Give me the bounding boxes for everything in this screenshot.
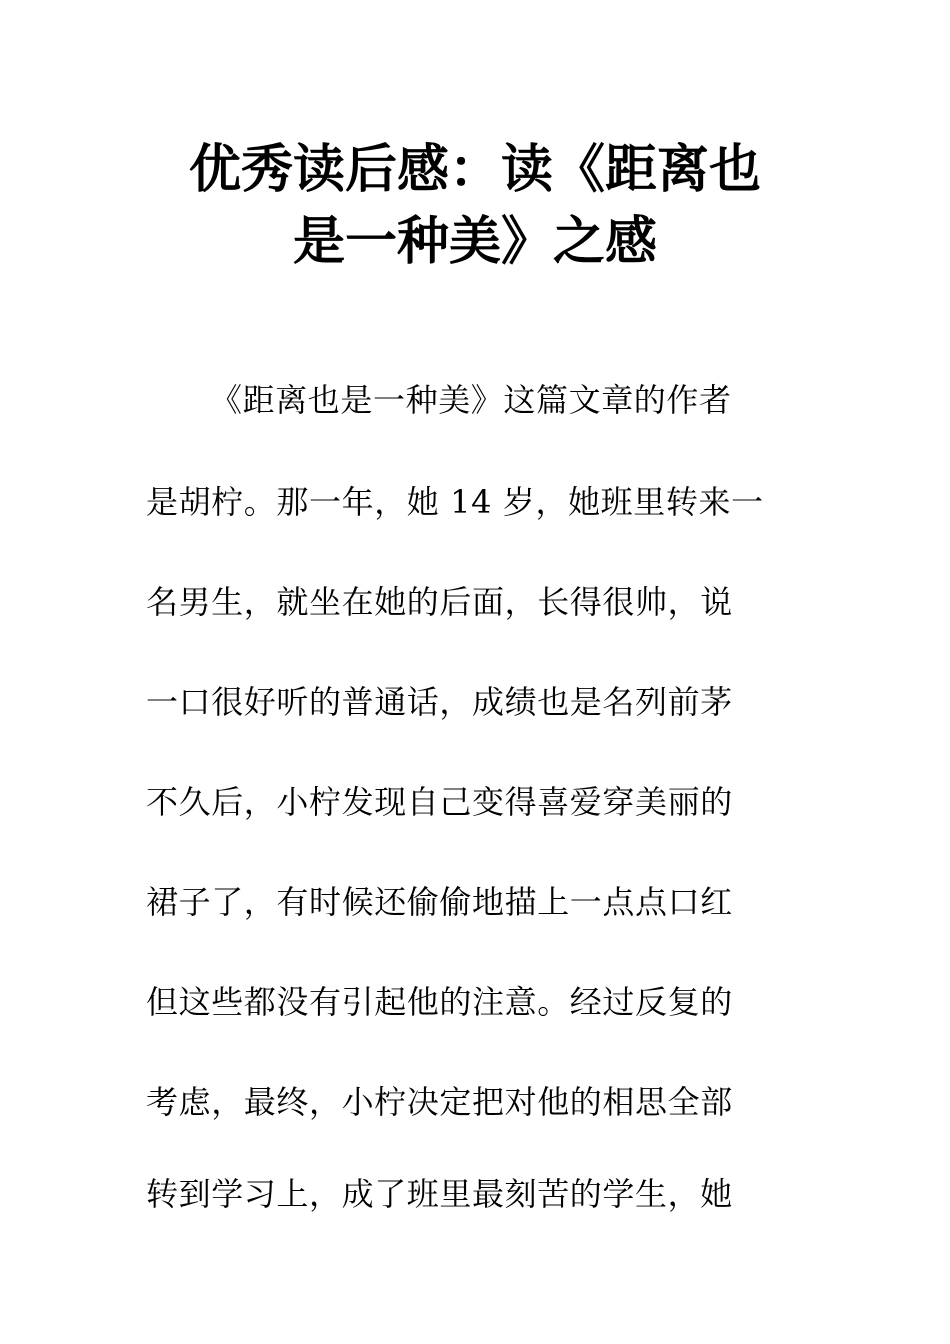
- paragraph-line-7: 但这些都没有引起他的注意。经过反复的: [146, 983, 733, 1021]
- paragraph-line-8: 考虑，最终，小柠决定把对他的相思全部: [146, 1083, 733, 1121]
- document-title-line-1: 优秀读后感：读《距离也: [188, 140, 761, 200]
- paragraph-line-1: 《距离也是一种美》这篇文章的作者: [210, 381, 732, 419]
- paragraph-line-4: 一口很好听的普通话，成绩也是名列前茅: [146, 683, 733, 721]
- paragraph-line-5: 不久后，小柠发现自己变得喜爱穿美丽的: [146, 783, 733, 821]
- paragraph-line-6: 裙子了，有时候还偷偷地描上一点点口红: [146, 883, 733, 921]
- paragraph-line-9: 转到学习上，成了班里最刻苦的学生，她: [146, 1175, 733, 1213]
- paragraph-line-2: 是胡柠。那一年，她 14 岁，她班里转来一: [146, 483, 764, 521]
- paragraph-line-3: 名男生，就坐在她的后面，长得很帅，说: [146, 583, 733, 621]
- document-title-line-2: 是一种美》之感: [292, 212, 657, 272]
